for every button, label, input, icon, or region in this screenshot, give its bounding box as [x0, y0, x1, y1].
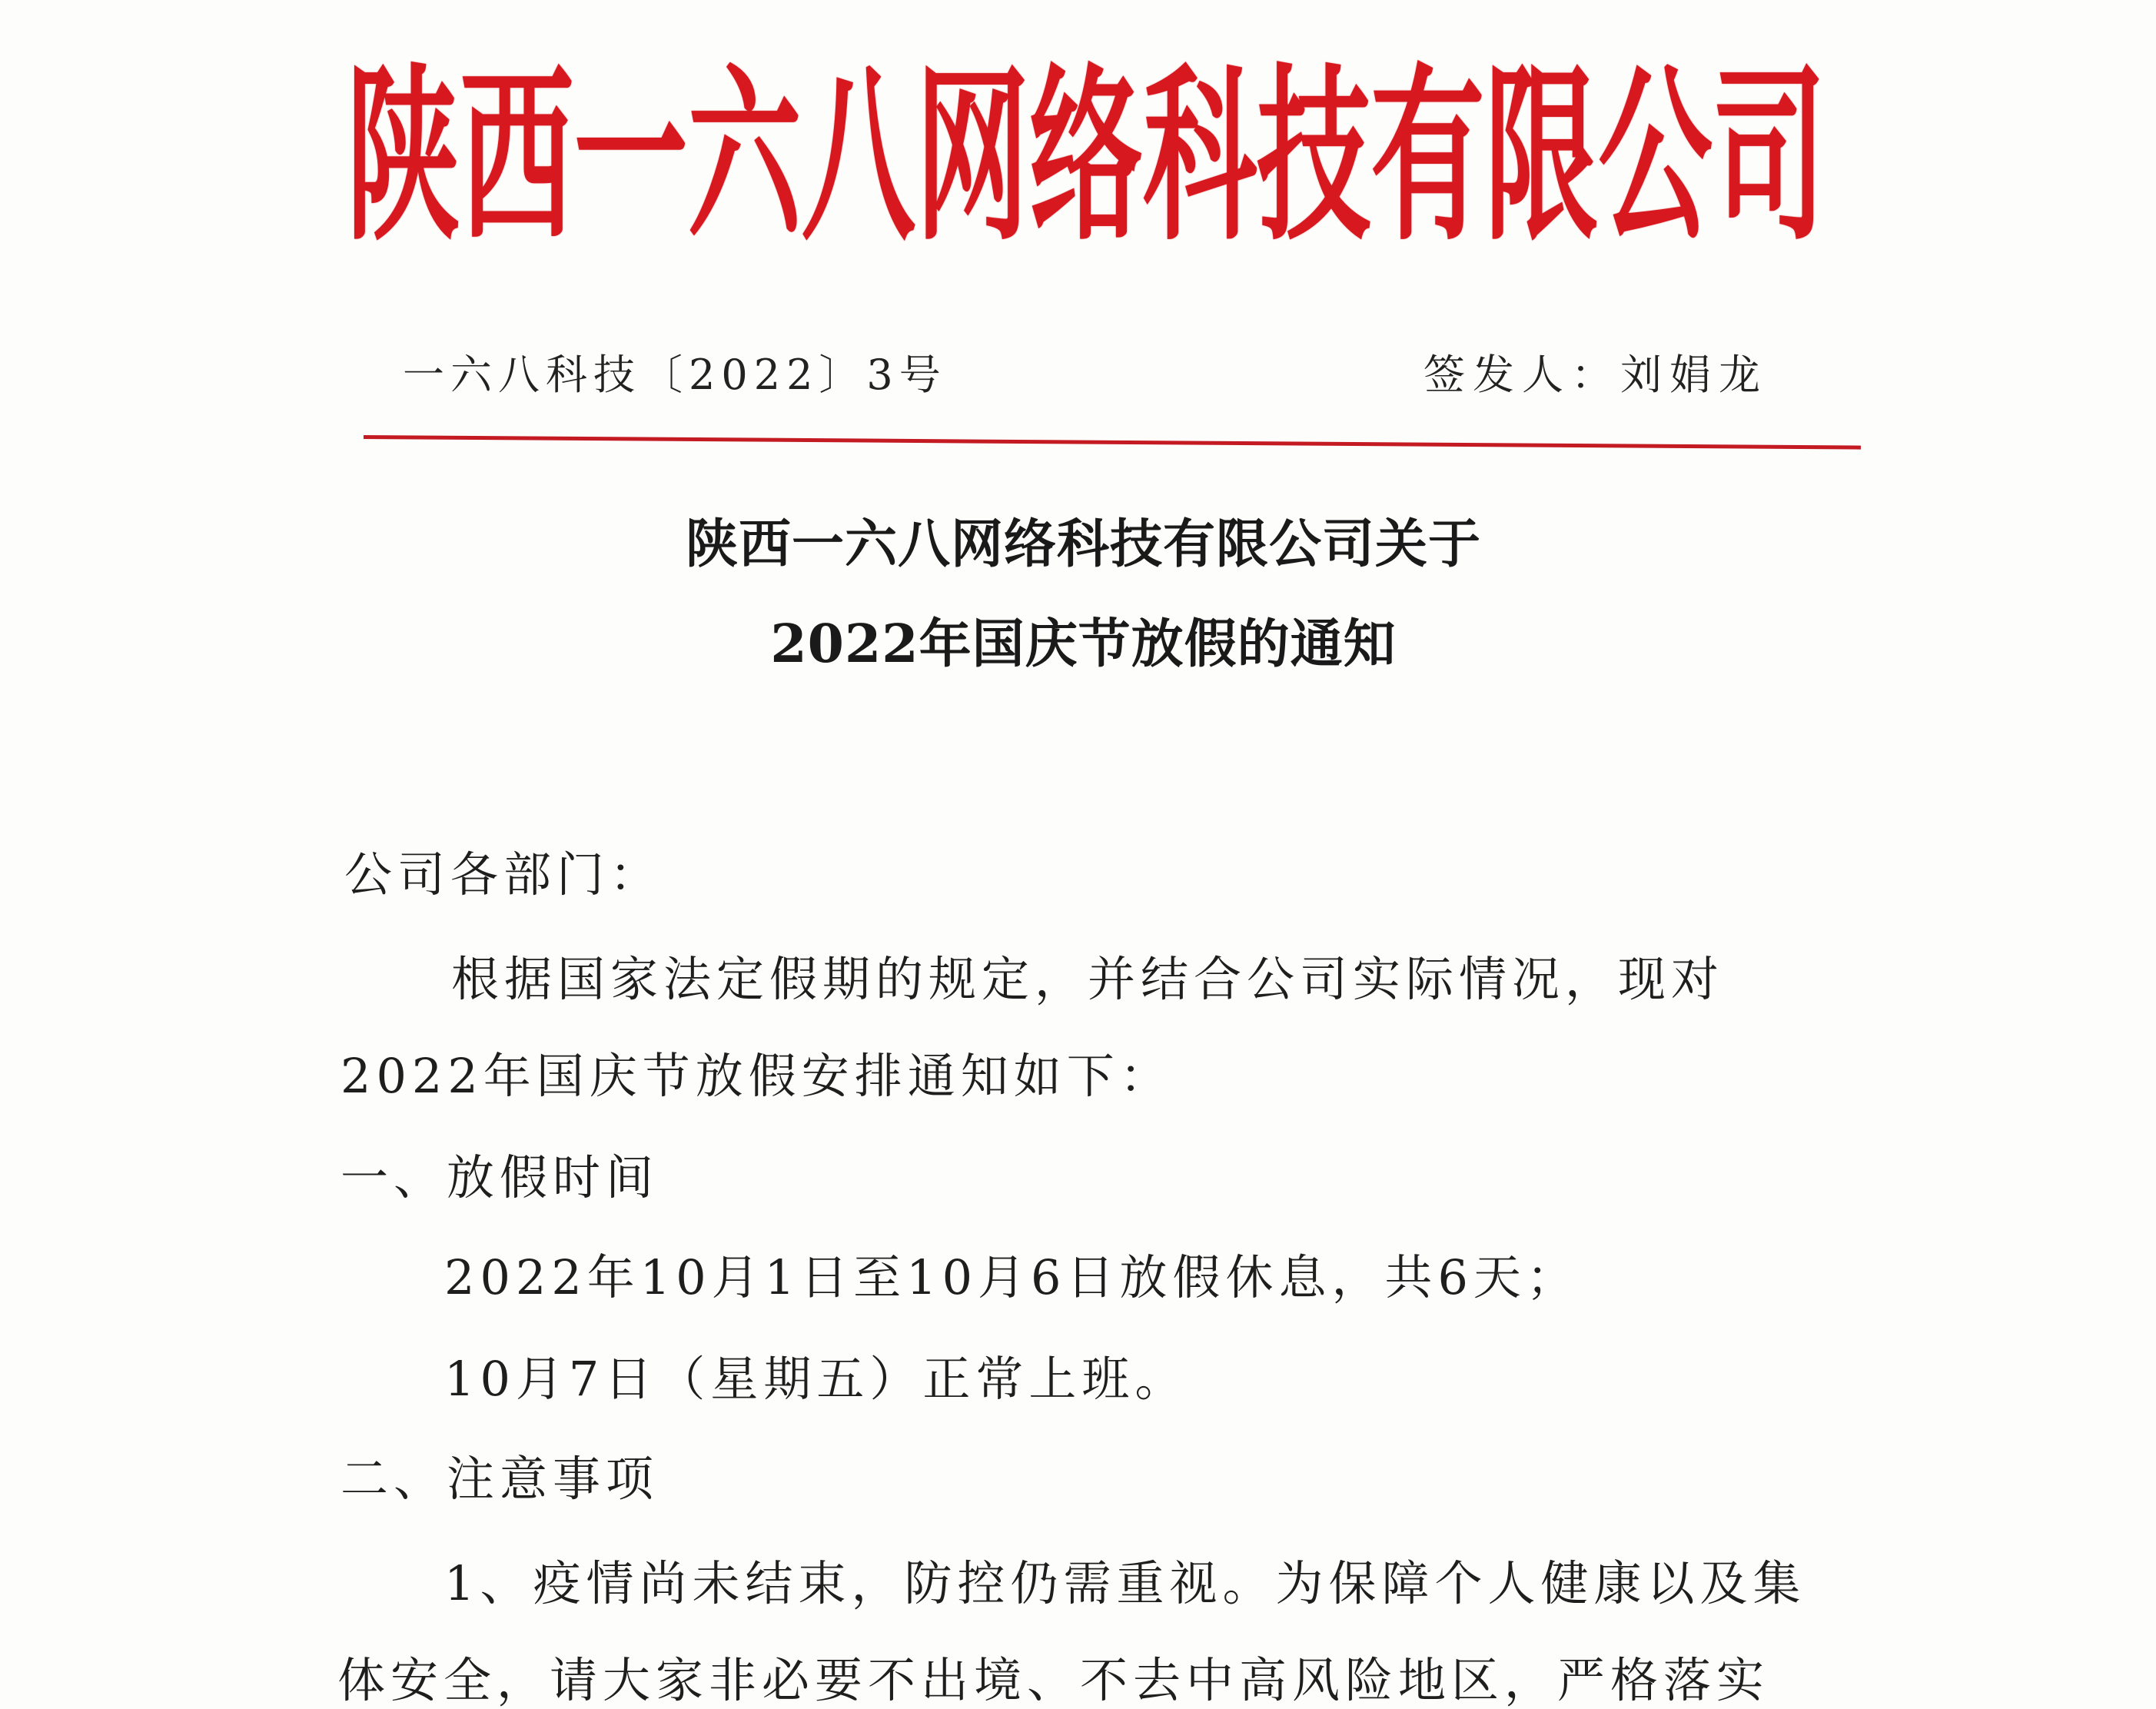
- section-line: 体安全，请大家非必要不出境、不去中高风险地区，严格落实: [337, 1652, 1770, 1708]
- intro-line: 2022年国庆节放假安排通知如下：: [341, 1048, 1173, 1104]
- document-title-line-2: 2022年国庆节放假的通知: [770, 613, 1397, 675]
- salutation: 公司各部门：: [344, 846, 663, 903]
- section-heading-notes: 二、注意事项: [341, 1451, 659, 1507]
- section-heading-holiday-time: 一、放假时间: [341, 1149, 659, 1205]
- red-divider-rule: [364, 435, 1861, 450]
- document-number: 一六八科技〔2022〕3号: [403, 351, 947, 399]
- section-line: 2022年10月1日至10月6日放假休息，共6天；: [444, 1249, 1580, 1305]
- signer: 签发人：刘娟龙: [1423, 351, 1768, 399]
- intro-line: 根据国家法定假期的规定，并结合公司实际情况，现对: [451, 951, 1725, 1007]
- letterhead-company-name: 陕西一六八网络科技有限公司: [346, 45, 1826, 266]
- section-line: 1、疫情尚未结束，防控仍需重视。为保障个人健康以及集: [444, 1555, 1806, 1611]
- document-title-line-1: 陕西一六八网络科技有限公司关于: [685, 514, 1481, 575]
- section-line: 10月7日（星期五）正常上班。: [444, 1351, 1188, 1407]
